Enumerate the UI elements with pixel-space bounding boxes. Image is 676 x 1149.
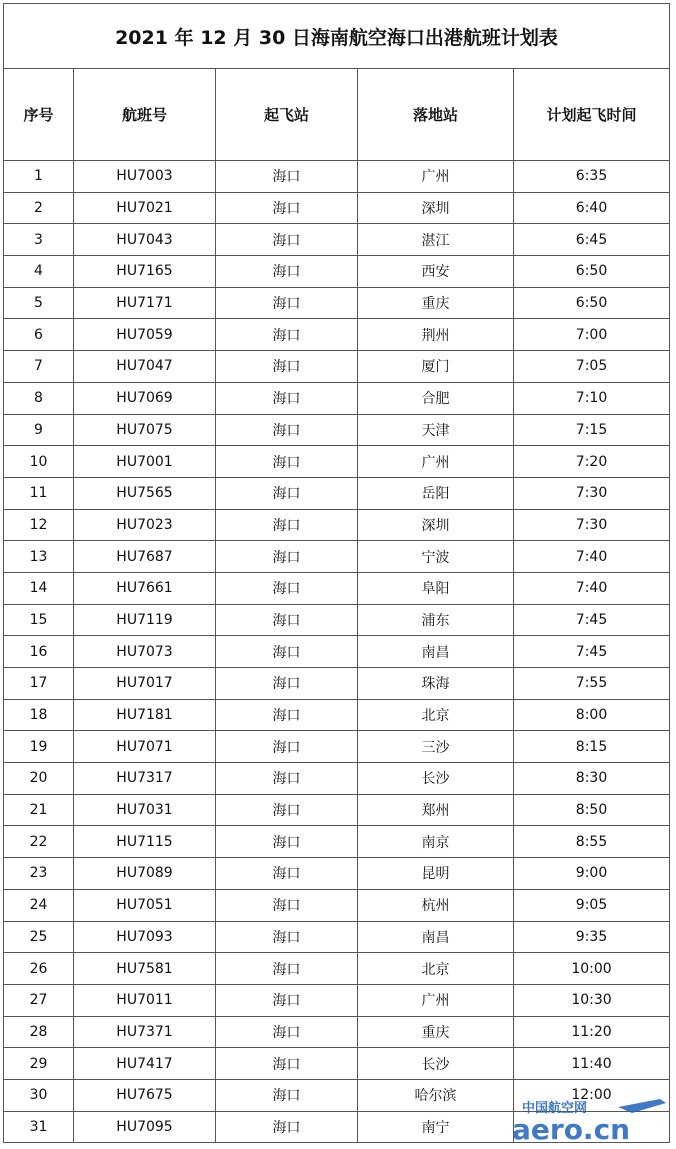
table-row (4, 1079, 670, 1111)
cell-arrival: 浦东 (358, 604, 514, 636)
cell-time: 7:00 (514, 319, 670, 351)
cell-time: 10:30 (514, 984, 670, 1016)
cell-flight-no: HU7093 (74, 921, 216, 953)
cell-time: 12:00 (514, 1079, 670, 1111)
cell-flight-no: HU7047 (74, 351, 216, 383)
column-header-seq: 序号 (4, 69, 74, 161)
cell-flight-no: HU7317 (74, 763, 216, 795)
table-row (4, 763, 670, 795)
title-row (4, 4, 670, 69)
header-row (4, 69, 670, 161)
cell-departure: 海口 (216, 699, 358, 731)
cell-seq: 28 (4, 1016, 74, 1048)
cell-time: 7:30 (514, 509, 670, 541)
cell-seq: 25 (4, 921, 74, 953)
column-header-arrival: 落地站 (358, 69, 514, 161)
column-header-time: 计划起飞时间 (514, 69, 670, 161)
cell-departure: 海口 (216, 541, 358, 573)
cell-time: 8:00 (514, 699, 670, 731)
cell-time: 7:15 (514, 414, 670, 446)
cell-arrival: 宁波 (358, 541, 514, 573)
cell-arrival: 重庆 (358, 287, 514, 319)
cell-arrival: 珠海 (358, 668, 514, 700)
table-row (4, 319, 670, 351)
cell-arrival: 南昌 (358, 921, 514, 953)
cell-seq: 18 (4, 699, 74, 731)
cell-time: 7:10 (514, 382, 670, 414)
cell-flight-no: HU7001 (74, 446, 216, 478)
cell-flight-no: HU7181 (74, 699, 216, 731)
cell-departure: 海口 (216, 414, 358, 446)
table-row (4, 636, 670, 668)
cell-departure: 海口 (216, 1079, 358, 1111)
cell-arrival: 厦门 (358, 351, 514, 383)
cell-seq: 27 (4, 984, 74, 1016)
cell-flight-no: HU7115 (74, 826, 216, 858)
cell-seq: 2 (4, 192, 74, 224)
cell-departure: 海口 (216, 509, 358, 541)
cell-seq: 3 (4, 224, 74, 256)
table-row (4, 731, 670, 763)
cell-flight-no: HU7089 (74, 858, 216, 890)
cell-departure: 海口 (216, 351, 358, 383)
cell-seq: 20 (4, 763, 74, 795)
cell-flight-no: HU7073 (74, 636, 216, 668)
table-row (4, 287, 670, 319)
table-row (4, 1016, 670, 1048)
cell-time: 9:35 (514, 921, 670, 953)
cell-arrival: 长沙 (358, 763, 514, 795)
cell-arrival: 哈尔滨 (358, 1079, 514, 1111)
cell-flight-no: HU7675 (74, 1079, 216, 1111)
cell-arrival: 北京 (358, 953, 514, 985)
cell-seq: 1 (4, 161, 74, 193)
table-row (4, 826, 670, 858)
cell-seq: 23 (4, 858, 74, 890)
cell-departure: 海口 (216, 794, 358, 826)
column-header-flight-no: 航班号 (74, 69, 216, 161)
cell-departure: 海口 (216, 731, 358, 763)
cell-arrival: 长沙 (358, 1048, 514, 1080)
table-row (4, 984, 670, 1016)
cell-flight-no: HU7017 (74, 668, 216, 700)
cell-departure: 海口 (216, 287, 358, 319)
table-row (4, 889, 670, 921)
cell-time: 8:55 (514, 826, 670, 858)
table-row (4, 477, 670, 509)
cell-flight-no: HU7075 (74, 414, 216, 446)
cell-flight-no: HU7165 (74, 256, 216, 288)
cell-seq: 5 (4, 287, 74, 319)
cell-arrival: 重庆 (358, 1016, 514, 1048)
cell-time: 6:45 (514, 224, 670, 256)
table-row (4, 256, 670, 288)
cell-time: 6:40 (514, 192, 670, 224)
cell-departure: 海口 (216, 953, 358, 985)
cell-departure: 海口 (216, 1111, 358, 1143)
cell-departure: 海口 (216, 1016, 358, 1048)
cell-departure: 海口 (216, 668, 358, 700)
cell-arrival: 荆州 (358, 319, 514, 351)
cell-seq: 13 (4, 541, 74, 573)
cell-arrival: 合肥 (358, 382, 514, 414)
cell-seq: 11 (4, 477, 74, 509)
table-row (4, 668, 670, 700)
cell-departure: 海口 (216, 921, 358, 953)
table-row (4, 953, 670, 985)
cell-time: 7:40 (514, 541, 670, 573)
table-row (4, 509, 670, 541)
cell-seq: 8 (4, 382, 74, 414)
cell-time: 8:30 (514, 763, 670, 795)
cell-flight-no: HU7059 (74, 319, 216, 351)
column-header-departure: 起飞站 (216, 69, 358, 161)
cell-seq: 12 (4, 509, 74, 541)
table-row (4, 224, 670, 256)
cell-arrival: 南宁 (358, 1111, 514, 1143)
cell-flight-no: HU7417 (74, 1048, 216, 1080)
cell-departure: 海口 (216, 636, 358, 668)
table-row (4, 446, 670, 478)
table-body (4, 161, 670, 1143)
cell-departure: 海口 (216, 192, 358, 224)
cell-departure: 海口 (216, 382, 358, 414)
cell-time: 6:35 (514, 161, 670, 193)
cell-seq: 31 (4, 1111, 74, 1143)
cell-time: 7:45 (514, 604, 670, 636)
cell-flight-no: HU7043 (74, 224, 216, 256)
cell-departure: 海口 (216, 604, 358, 636)
cell-time: 11:40 (514, 1048, 670, 1080)
cell-flight-no: HU7069 (74, 382, 216, 414)
table-row (4, 794, 670, 826)
cell-departure: 海口 (216, 224, 358, 256)
cell-seq: 16 (4, 636, 74, 668)
table-title: 2021 年 12 月 30 日海南航空海口出港航班计划表 (4, 4, 670, 69)
cell-seq: 22 (4, 826, 74, 858)
cell-flight-no: HU7031 (74, 794, 216, 826)
cell-time (514, 1111, 670, 1143)
cell-departure: 海口 (216, 826, 358, 858)
table-row (4, 699, 670, 731)
cell-time: 7:55 (514, 668, 670, 700)
cell-departure: 海口 (216, 477, 358, 509)
table-row (4, 192, 670, 224)
cell-departure: 海口 (216, 446, 358, 478)
cell-arrival: 广州 (358, 446, 514, 478)
cell-seq: 7 (4, 351, 74, 383)
cell-arrival: 杭州 (358, 889, 514, 921)
cell-flight-no: HU7371 (74, 1016, 216, 1048)
cell-time: 7:30 (514, 477, 670, 509)
cell-arrival: 三沙 (358, 731, 514, 763)
cell-flight-no: HU7023 (74, 509, 216, 541)
table-row (4, 921, 670, 953)
cell-departure: 海口 (216, 1048, 358, 1080)
flight-schedule-table (3, 3, 670, 1143)
cell-seq: 10 (4, 446, 74, 478)
cell-time: 7:45 (514, 636, 670, 668)
cell-arrival: 郑州 (358, 794, 514, 826)
cell-departure: 海口 (216, 763, 358, 795)
cell-seq: 6 (4, 319, 74, 351)
cell-time: 6:50 (514, 256, 670, 288)
cell-departure: 海口 (216, 889, 358, 921)
cell-departure: 海口 (216, 572, 358, 604)
cell-seq: 9 (4, 414, 74, 446)
cell-arrival: 南昌 (358, 636, 514, 668)
cell-time: 10:00 (514, 953, 670, 985)
cell-seq: 17 (4, 668, 74, 700)
cell-arrival: 深圳 (358, 509, 514, 541)
table-row (4, 858, 670, 890)
table-row (4, 382, 670, 414)
cell-time: 11:20 (514, 1016, 670, 1048)
table-row (4, 1111, 670, 1143)
cell-flight-no: HU7171 (74, 287, 216, 319)
cell-time: 7:20 (514, 446, 670, 478)
cell-arrival: 昆明 (358, 858, 514, 890)
cell-seq: 19 (4, 731, 74, 763)
cell-flight-no: HU7661 (74, 572, 216, 604)
cell-flight-no: HU7095 (74, 1111, 216, 1143)
cell-departure: 海口 (216, 858, 358, 890)
table-row (4, 161, 670, 193)
cell-seq: 14 (4, 572, 74, 604)
cell-arrival: 深圳 (358, 192, 514, 224)
cell-seq: 29 (4, 1048, 74, 1080)
cell-time: 8:15 (514, 731, 670, 763)
cell-flight-no: HU7565 (74, 477, 216, 509)
watermark-top-text: 中国航空网 (522, 1101, 588, 1116)
cell-seq: 4 (4, 256, 74, 288)
cell-departure: 海口 (216, 984, 358, 1016)
table-row (4, 414, 670, 446)
cell-arrival: 北京 (358, 699, 514, 731)
cell-arrival: 南京 (358, 826, 514, 858)
cell-time: 8:50 (514, 794, 670, 826)
cell-seq: 21 (4, 794, 74, 826)
cell-arrival: 西安 (358, 256, 514, 288)
cell-seq: 30 (4, 1079, 74, 1111)
cell-flight-no: HU7051 (74, 889, 216, 921)
cell-departure: 海口 (216, 319, 358, 351)
cell-arrival: 天津 (358, 414, 514, 446)
cell-time: 9:00 (514, 858, 670, 890)
cell-flight-no: HU7581 (74, 953, 216, 985)
cell-time: 7:05 (514, 351, 670, 383)
watermark-bottom-text: aero.cn (512, 1113, 631, 1143)
cell-flight-no: HU7687 (74, 541, 216, 573)
cell-time: 7:40 (514, 572, 670, 604)
cell-arrival: 广州 (358, 161, 514, 193)
table-row (4, 572, 670, 604)
cell-flight-no: HU7071 (74, 731, 216, 763)
cell-arrival: 湛江 (358, 224, 514, 256)
cell-seq: 15 (4, 604, 74, 636)
cell-flight-no: HU7021 (74, 192, 216, 224)
cell-departure: 海口 (216, 256, 358, 288)
cell-flight-no: HU7003 (74, 161, 216, 193)
table-row (4, 604, 670, 636)
cell-time: 6:50 (514, 287, 670, 319)
cell-flight-no: HU7011 (74, 984, 216, 1016)
table-row (4, 351, 670, 383)
table-row (4, 1048, 670, 1080)
cell-seq: 24 (4, 889, 74, 921)
cell-arrival: 阜阳 (358, 572, 514, 604)
cell-arrival: 岳阳 (358, 477, 514, 509)
cell-time: 9:05 (514, 889, 670, 921)
table-row (4, 541, 670, 573)
cell-seq: 26 (4, 953, 74, 985)
cell-arrival: 广州 (358, 984, 514, 1016)
cell-flight-no: HU7119 (74, 604, 216, 636)
cell-departure: 海口 (216, 161, 358, 193)
